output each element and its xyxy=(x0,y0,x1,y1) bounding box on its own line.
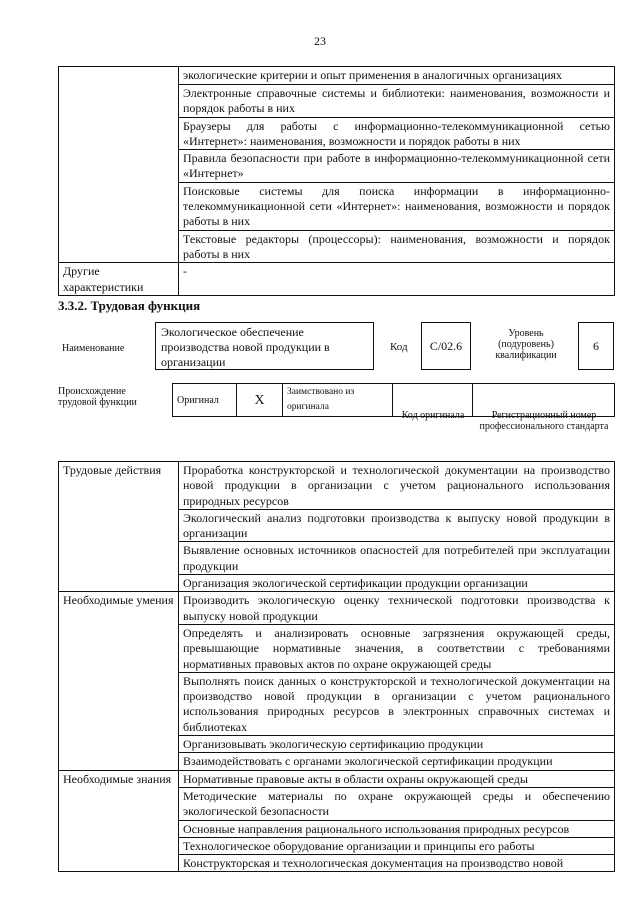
table-cell: Организация экологической сертификации продукции организации xyxy=(179,575,615,592)
table-row xyxy=(59,592,615,625)
table-cell: Выполнять поиск данных о конструкторской и технологической документации на производство новой продукции в организации с учетом рационального использования природных ресурсов в электронных справочных системах и библиотеках xyxy=(179,672,615,735)
table-cell: Организовывать экологическую сертификацию продукции xyxy=(179,736,615,753)
table-cell: Проработка конструкторской и технологической документации на производство новой продукции в организации с учетом рационального использования природных ресурсов xyxy=(179,462,615,510)
table-row xyxy=(59,462,615,510)
code-value: C/02.6 xyxy=(429,339,463,353)
page-number: 23 xyxy=(314,34,326,48)
table-cell: Поисковые системы для поиска информации в информационно-телекоммуникационной сети «Интернет»: наименования, возможности и порядок работы в них xyxy=(179,182,615,230)
reg-number-caption: Регистрационный номер профессионального стандарта xyxy=(479,410,609,432)
table-cell: Правила безопасности при работе в информационно-телекоммуникационной сети «Интернет» xyxy=(179,150,615,183)
table-label-cell: Необходимые умения xyxy=(59,592,179,770)
function-name-value: Экологическое обеспечение производства новой продукции в организации xyxy=(161,325,330,369)
table-cell: Конструкторская и технологическая документация на производство новой xyxy=(179,855,615,872)
code-label: Код xyxy=(390,341,408,353)
table-cell: Определять и анализировать основные загрязнения окружающей среды, превышающие нормативные значения, в соответствии с требованиями нормативных правовых актов по охране окружающей среды xyxy=(179,624,615,672)
original-mark: X xyxy=(237,384,283,417)
table-cell: Взаимодействовать с органами экологической сертификации продукции xyxy=(179,753,615,770)
table-cell: Текстовые редакторы (процессоры): наименования, возможности и порядок работы в них xyxy=(179,230,615,263)
code-original-caption: Код оригинала xyxy=(401,410,465,421)
table-cell: - xyxy=(179,263,615,296)
table-label-cell: Другие характеристики xyxy=(59,263,179,296)
function-name-box xyxy=(155,322,374,370)
top-table xyxy=(58,66,615,296)
original-label: Оригинал xyxy=(173,384,237,417)
table-row xyxy=(59,770,615,787)
table-cell: экологические критерии и опыт применения в аналогичных организациях xyxy=(179,67,615,85)
table-label-cell: Необходимые знания xyxy=(59,770,179,872)
origin-label: Происхождение трудовой функции xyxy=(58,386,137,408)
table-cell: Электронные справочные системы и библиотеки: наименования, возможности и порядок работы в них xyxy=(179,85,615,118)
table-cell: Браузеры для работы с информационно-телекоммуникационной сетью «Интернет»: наименования, возможности и порядок работы в них xyxy=(179,117,615,150)
table-label-cell: Трудовые действия xyxy=(59,462,179,592)
level-label: Уровень (подуровень) квалификации xyxy=(495,328,557,361)
name-label: Наименование xyxy=(62,343,125,354)
main-table xyxy=(58,461,615,872)
level-value: 6 xyxy=(593,339,599,353)
table-cell: Основные направления рационального использования природных ресурсов xyxy=(179,820,615,837)
level-box xyxy=(578,322,614,370)
table-cell: Выявление основных источников опасностей для потребителей при эксплуатации продукции xyxy=(179,542,615,575)
code-box xyxy=(421,322,471,370)
section-title: 3.3.2. Трудовая функция xyxy=(58,298,201,313)
table-cell: Технологическое оборудование организации и принципы его работы xyxy=(179,837,615,854)
table-row xyxy=(59,67,615,85)
table-row xyxy=(59,263,615,296)
borrowed-label: Заимствовано из оригинала xyxy=(283,384,393,417)
table-label-cell xyxy=(59,67,179,263)
table-cell: Нормативные правовые акты в области охраны окружающей среды xyxy=(179,770,615,787)
table-cell: Производить экологическую оценку технической подготовки производства к выпуску новой продукции xyxy=(179,592,615,625)
table-cell: Методические материалы по охране окружающей среды и обеспечению экологической безопасности xyxy=(179,787,615,820)
table-cell: Экологический анализ подготовки производства к выпуску новой продукции в организации xyxy=(179,509,615,542)
